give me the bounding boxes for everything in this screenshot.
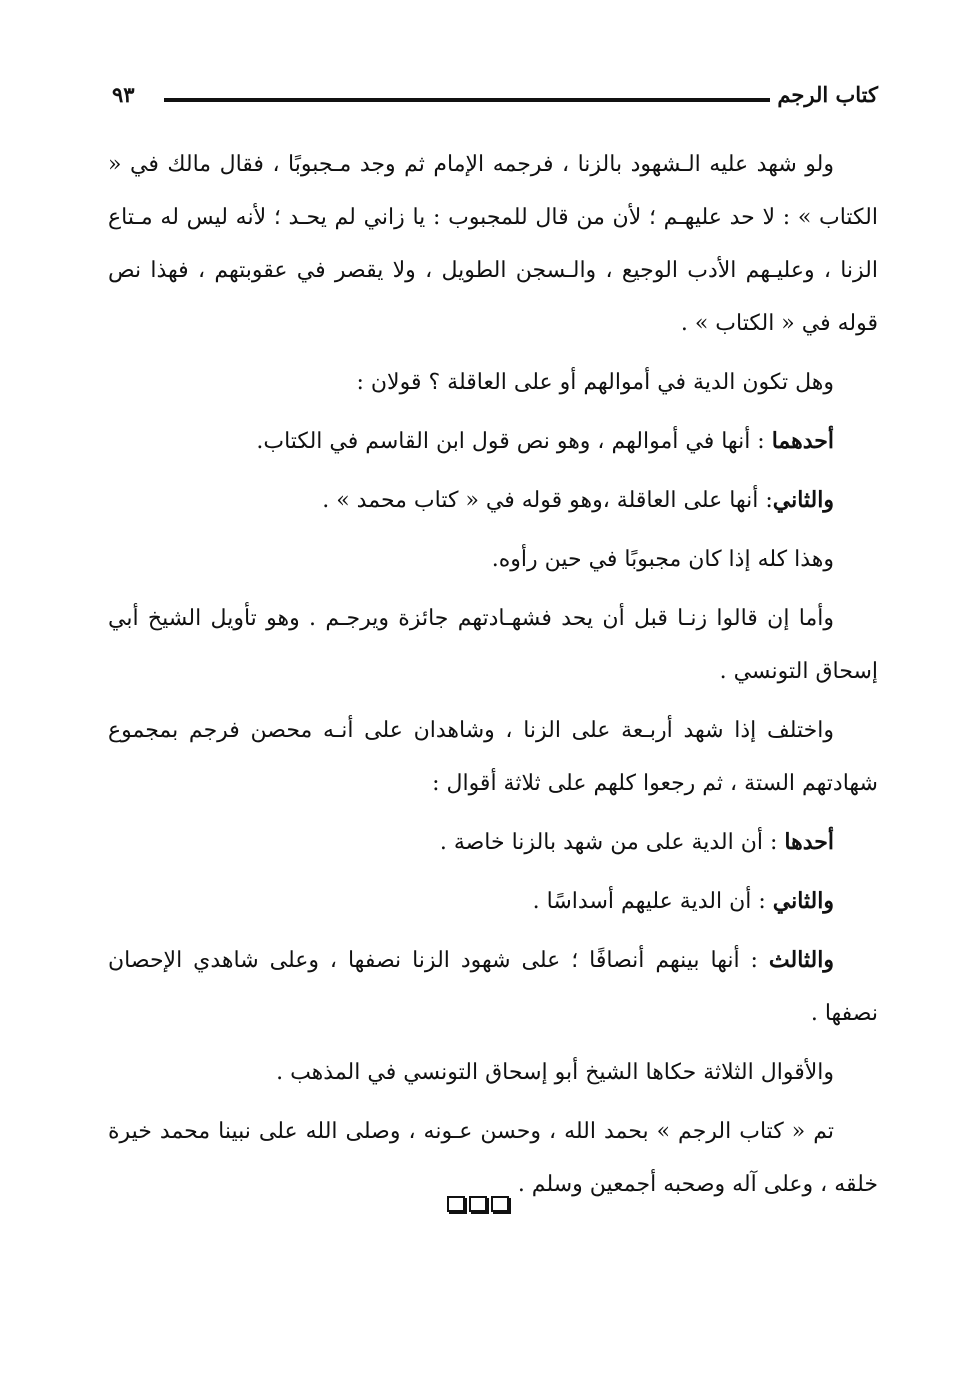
opinion-first (108, 415, 878, 468)
opinion-label: والثاني (772, 888, 834, 914)
header-rule (164, 98, 770, 102)
opinion-label: أحدهما (771, 428, 834, 454)
paragraph-11 (108, 1046, 878, 1099)
opinion-second (108, 474, 878, 527)
paragraph-text: وهل تكون الدية في أموالهم أو على العاقلة ؟ قولان : (356, 370, 834, 395)
page-number: ٩٣ (112, 82, 135, 107)
paragraph-2 (108, 356, 878, 409)
square-ornament-icon (447, 1196, 465, 1212)
paragraph-text: : أنها على العاقلة ،وهو قوله في « كتاب محمد » . (322, 488, 773, 513)
opinion-first-b (108, 816, 878, 869)
paragraph-6 (108, 592, 878, 698)
paragraph-7 (108, 704, 878, 810)
paragraph-text: وأما إن قالوا زنـا قبل أن يحد فشهـادتهم جائزة ويرجـم . وهو تأويل الشيخ أبي إسحاق التونسي . (108, 606, 878, 684)
paragraph-text: ولو شهد عليه الـشهود بالزنا ، فرجمه الإمام ثم وجد مـجبوبًا ، فقال مالك في « الكتاب » : لا حد عليهـم ؛ لأن من قال للمجبوب : يا زاني لم يحـد ؛ لأنه ليس له مـتاع الزنا ، وعليـهم الأدب الوجيع ، والـسجن الطويل ، ولا يقصر في عقوبتهم ، فهذا نص قوله في « الكتاب » . (108, 152, 879, 336)
opinion-second-b (108, 875, 878, 928)
opinion-third-b (108, 934, 878, 1040)
opinion-label: أحدها (784, 829, 834, 855)
opinion-label: والثالث (768, 947, 834, 973)
paragraph-text: : أنها في أموالهم ، وهو نص قول ابن القاسم في الكتاب. (256, 429, 772, 454)
square-ornament-icon (469, 1196, 487, 1212)
paragraph-text: : أن الدية على من شهد بالزنا خاصة . (439, 830, 785, 855)
paragraph-text: واختلف إذا شهد أربـعة على الزنا ، وشاهدان على أنـه محصن فرجم بمجموع شهادتهم الستة ، ثم رجعوا كلهم على ثلاثة أقوال : (108, 718, 878, 796)
paragraph-1 (108, 138, 878, 350)
end-of-chapter-ornament (0, 1196, 955, 1216)
page-header (112, 82, 878, 122)
paragraph-5 (108, 533, 878, 586)
paragraph-text: وهذا كله إذا كان مجبوبًا في حين رأوه. (491, 547, 834, 572)
square-ornament-icon (491, 1196, 509, 1212)
paragraph-text: : أنها بينهم أنصافًا ؛ على شهود الزنا نصفها ، وعلى شاهدي الإحصان نصفها . (108, 948, 878, 1026)
running-title: كتاب الرجم (777, 82, 878, 107)
paragraph-text: : أن الدية عليهم أسداسًا . (532, 889, 773, 914)
paragraph-text: والأقوال الثلاثة حكاها الشيخ أبو إسحاق التونسي في المذهب . (276, 1060, 834, 1085)
paragraph-text: تم « كتاب الرجم » بحمد الله ، وحسن عـونه ، وصلى الله على نبينا محمد خيرة خلقه ، وعلى آله وصحبه أجمعين وسلم . (108, 1119, 878, 1197)
page-body (108, 138, 878, 1217)
opinion-label: والثاني (772, 487, 834, 513)
